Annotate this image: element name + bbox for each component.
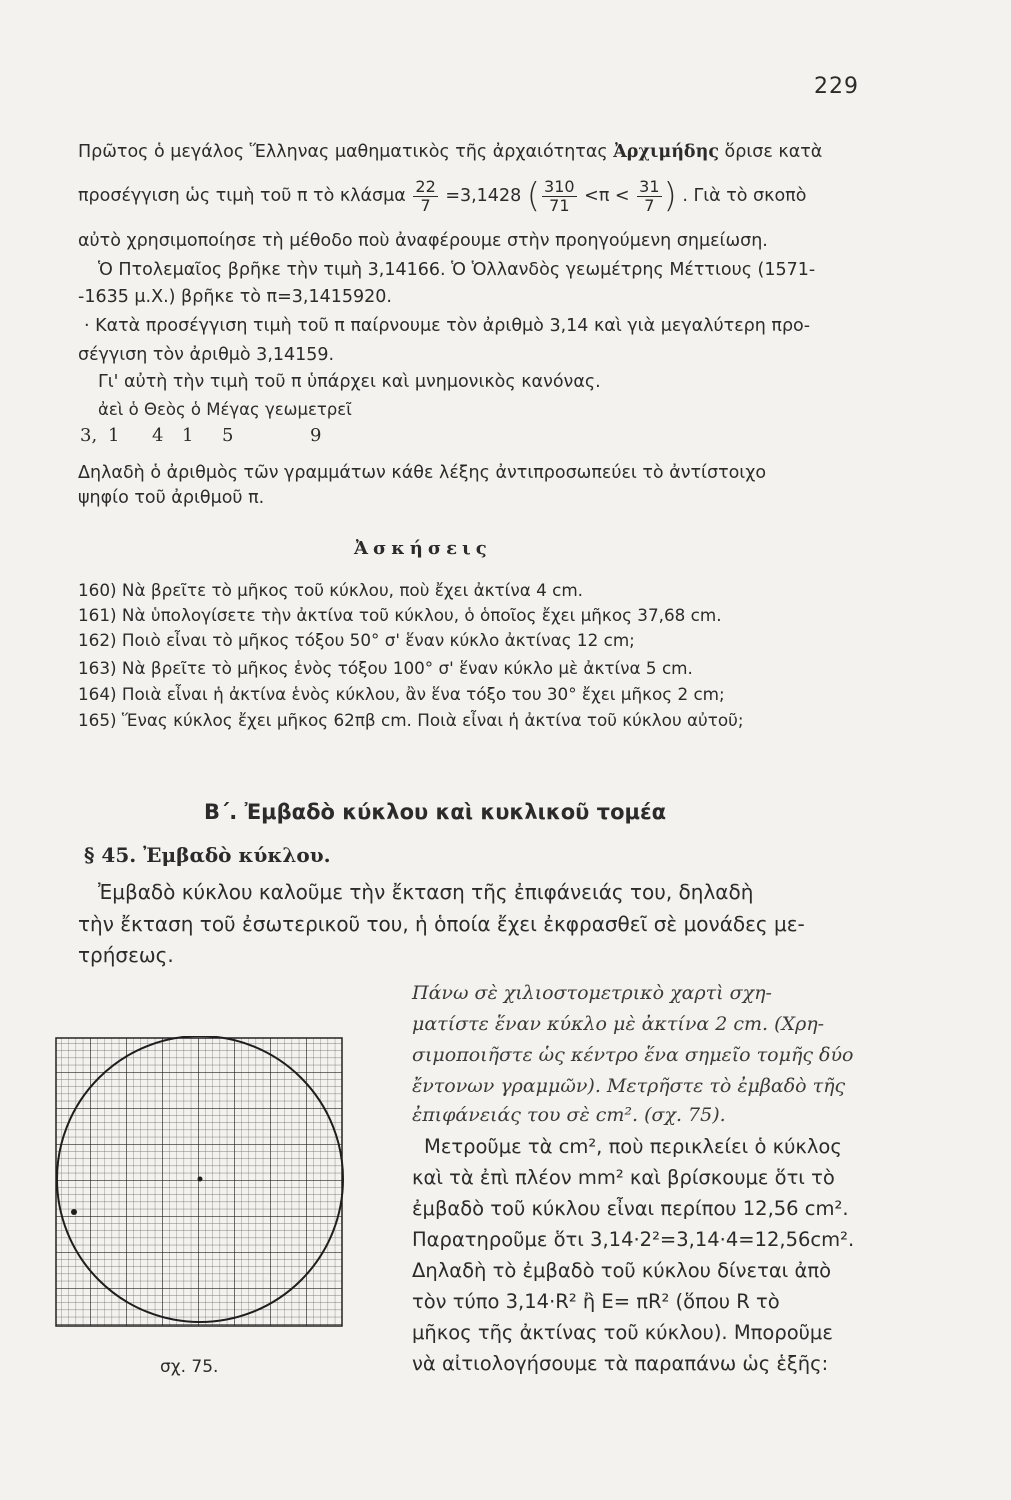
mnemonic-phrase: ἀεὶ ὁ Θεὸς ὁ Μέγας γεωμετρεῖ [98, 400, 352, 419]
right-paren: ) [663, 176, 677, 216]
instruction-line: Πάνω σὲ χιλιοστομετρικὸ χαρτὶ σχη- [412, 982, 772, 1004]
intro-line-10: Δηλαδὴ ὁ ἀριθμὸς τῶν γραμμάτων κάθε λέξης ἀντιπροσωπεύει τὸ ἀντίστοιχο [78, 463, 767, 483]
body-line: Παρατηροῦμε ὅτι 3,14·2²=3,14·4=12,56cm². [412, 1228, 855, 1251]
definition-line: τὴν ἔκταση τοῦ ἐσωτερικοῦ του, ἡ ὁποία ἔχει ἐκφρασθεῖ σὲ μονάδες με- [78, 912, 805, 936]
fraction-denominator: 7 [644, 195, 655, 215]
exercise-item: 164) Ποιὰ εἶναι ἡ ἀκτίνα ἑνὸς κύκλου, ἂν ἕνα τόξο του 30° ἔχει μῆκος 2 cm; [78, 684, 725, 704]
body-line: νὰ αἰτιολογήσουμε τὰ παραπάνω ὡς ἑξῆς: [412, 1352, 829, 1375]
exercise-item: 163) Νὰ βρεῖτε τὸ μῆκος ἑνὸς τόξου 100° σ' ἕναν κύκλο μὲ ἀκτίνα 5 cm. [78, 658, 693, 678]
intro-line-2 [78, 176, 806, 216]
figure-75 [54, 1036, 344, 1332]
fraction-denominator: 7 [420, 195, 431, 215]
fraction-numerator: 310 [544, 176, 575, 196]
instruction-line: ἐπιφάνειάς του σὲ cm². (σχ. 75). [412, 1104, 726, 1126]
graph-paper-circle [54, 1036, 344, 1328]
intro-text: ὅρισε κατὰ [718, 142, 823, 162]
body-line: Δηλαδὴ τὸ ἐμβαδὸ τοῦ κύκλου δίνεται ἀπὸ [412, 1259, 832, 1282]
fraction-numerator: 31 [639, 176, 660, 196]
definition-line: τρήσεως. [78, 943, 174, 967]
digit: 1 [182, 425, 194, 446]
intro-line-7: σέγγιση τὸν ἀριθμὸ 3,14159. [78, 345, 335, 365]
instruction-line: ἔντονων γραμμῶν). Μετρῆστε τὸ ἐμβαδὸ τῆς [412, 1075, 846, 1097]
intro-line-6: · Κατὰ προσέγγιση τιμὴ τοῦ π παίρνουμε τὸν ἀριθμὸ 3,14 καὶ γιὰ μεγαλύτερη προ- [84, 316, 811, 336]
fraction-numerator: 22 [415, 176, 436, 196]
intro-text: . Γιὰ τὸ σκοπὸ [676, 186, 807, 206]
fraction-310-71 [542, 178, 577, 215]
fraction-denominator: 71 [549, 195, 570, 215]
fraction-22-7 [413, 178, 437, 215]
intro-line-3: αὐτὸ χρησιμοποίησε τὴ μέθοδο ποὺ ἀναφέρουμε στὴν προηγούμενη σημείωση. [78, 231, 768, 251]
exercise-item: 160) Νὰ βρεῖτε τὸ μῆκος τοῦ κύκλου, ποὺ ἔχει ἀκτίνα 4 cm. [78, 580, 584, 600]
digit: 9 [310, 425, 322, 446]
intro-text: <π < [578, 186, 636, 206]
paragraph-title: § 45. Ἐμβαδὸ κύκλου. [84, 843, 331, 867]
intro-text: Πρῶτος ὁ μεγάλος Ἕλληνας μαθηματικὸς τῆς ἀρχαιότητας [78, 142, 614, 162]
mnemonic-digits [80, 425, 321, 446]
body-line: μῆκος τῆς ἀκτίνας τοῦ κύκλου). Μποροῦμε [412, 1321, 833, 1344]
section-title: Β΄. Ἐμβαδὸ κύκλου καὶ κυκλικοῦ τομέα [204, 800, 667, 824]
digit: 4 [152, 425, 164, 446]
definition-line: Ἐμβαδὸ κύκλου καλοῦμε τὴν ἔκταση τῆς ἐπιφάνειάς του, δηλαδὴ [98, 880, 754, 904]
digit: 3, [80, 425, 98, 446]
page-number: 229 [814, 74, 859, 99]
intro-line-5: -1635 μ.Χ.) βρῆκε τὸ π=3,1415920. [78, 287, 392, 307]
intro-line-11: ψηφίο τοῦ ἀριθμοῦ π. [78, 488, 265, 508]
exercise-item: 161) Νὰ ὑπολογίσετε τὴν ἀκτίνα τοῦ κύκλου, ὁ ὁποῖος ἔχει μῆκος 37,68 cm. [78, 605, 722, 625]
body-line: Μετροῦμε τὰ cm², ποὺ περικλείει ὁ κύκλος [424, 1135, 842, 1158]
circle-point [71, 1209, 77, 1215]
digit: 5 [222, 425, 234, 446]
instruction-line: ματίστε ἕναν κύκλο μὲ ἀκτίνα 2 cm. (Χρη- [412, 1013, 825, 1035]
intro-line-1 [78, 142, 822, 162]
exercise-item: 162) Ποιὸ εἶναι τὸ μῆκος τόξου 50° σ' ἕναν κύκλο ἀκτίνας 12 cm; [78, 630, 635, 650]
body-line: καὶ τὰ ἐπὶ πλέον mm² καὶ βρίσκουμε ὅτι τὸ [412, 1166, 835, 1189]
exercise-item: 165) Ἕνας κύκλος ἔχει μῆκος 62πβ cm. Ποιὰ εἶναι ἡ ἀκτίνα τοῦ κύκλου αὐτοῦ; [78, 710, 744, 730]
exercises-title: Ἀσκήσεις [354, 538, 492, 559]
digit: 1 [108, 425, 120, 446]
instruction-line: σιμοποιῆστε ὡς κέντρο ἕνα σημεῖο τομῆς δύο [412, 1044, 854, 1066]
fraction-31-7 [637, 178, 661, 215]
body-line: τὸν τύπο 3,14·R² ἢ E= πR² (ὅπου R τὸ [412, 1290, 780, 1313]
figure-caption: σχ. 75. [160, 1357, 219, 1377]
intro-text: =3,1428 [439, 186, 527, 206]
body-line: ἐμβαδὸ τοῦ κύκλου εἶναι περίπου 12,56 cm². [412, 1197, 849, 1220]
intro-text: προσέγγιση ὡς τιμὴ τοῦ π τὸ κλάσμα [78, 186, 412, 206]
intro-line-4: Ὁ Πτολεμαῖος βρῆκε τὴν τιμὴ 3,14166. Ὁ Ὁλλανδὸς γεωμέτρης Μέττιους (1571- [98, 260, 816, 280]
intro-line-8: Γι' αὐτὴ τὴν τιμὴ τοῦ π ὑπάρχει καὶ μνημονικὸς κανόνας. [98, 372, 601, 392]
left-paren: ( [526, 176, 541, 216]
circle-center [198, 1177, 203, 1182]
archimedes-name: Ἀρχιμήδης [613, 142, 719, 162]
